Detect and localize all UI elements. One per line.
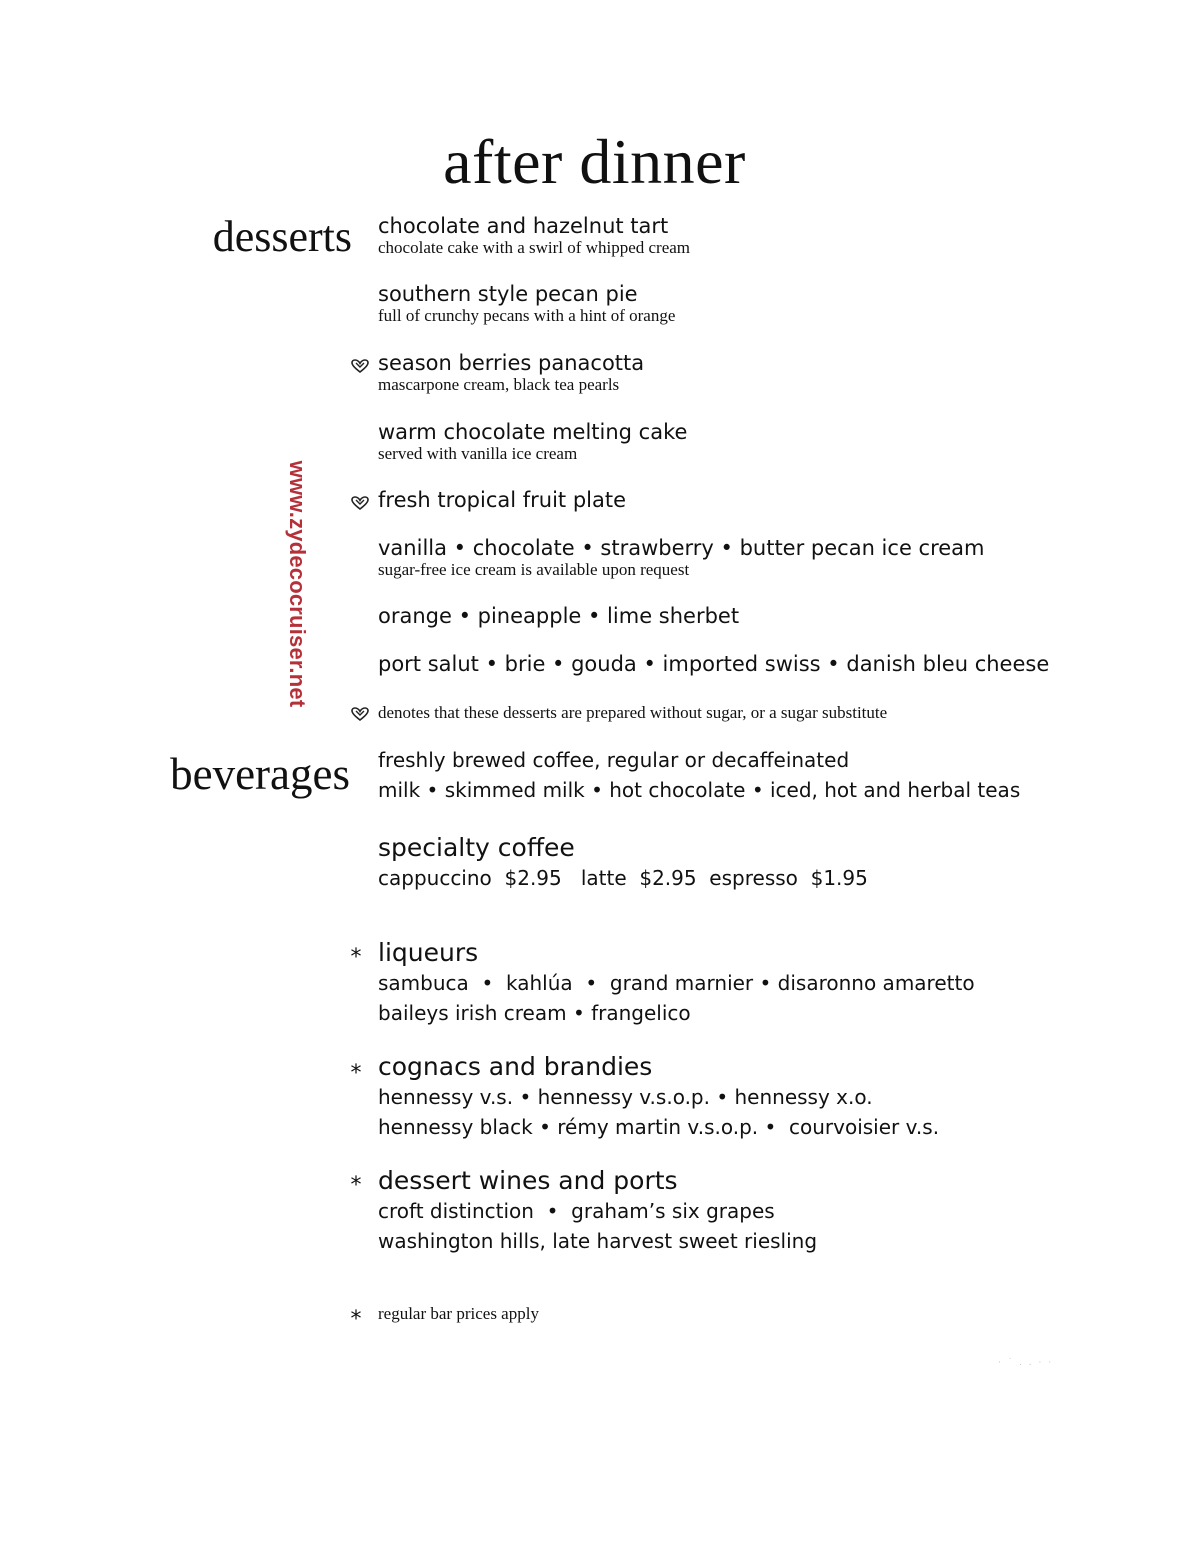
dessert-description: full of crunchy pecans with a hint of orange bbox=[378, 306, 676, 325]
group-heading: dessert wines and ports bbox=[378, 1166, 678, 1195]
asterisk-icon: * bbox=[350, 1173, 362, 1198]
dessert-description: sugar-free ice cream is available upon request bbox=[378, 560, 690, 579]
sugar-free-note: denotes that these desserts are prepared without sugar, or a sugar substitute bbox=[378, 703, 888, 722]
beverage-line: milk • skimmed milk • hot chocolate • iced, hot and herbal teas bbox=[378, 778, 1021, 802]
group-line: croft distinction • graham’s six grapes bbox=[378, 1199, 775, 1223]
dessert-name: warm chocolate melting cake bbox=[378, 420, 688, 444]
dessert-name: orange • pineapple • lime sherbet bbox=[378, 604, 740, 628]
dessert-name: southern style pecan pie bbox=[378, 282, 638, 306]
group-line: washington hills, late harvest sweet riesling bbox=[378, 1229, 818, 1253]
group-line: hennessy black • rémy martin v.s.o.p. • courvoisier v.s. bbox=[378, 1115, 940, 1139]
dessert-item bbox=[378, 488, 626, 512]
dessert-name: port salut • brie • gouda • imported swiss • danish bleu cheese bbox=[378, 652, 1050, 676]
dessert-name: vanilla • chocolate • strawberry • butter pecan ice cream bbox=[378, 536, 985, 560]
dessert-name: chocolate and hazelnut tart bbox=[378, 214, 669, 238]
beverage-line: freshly brewed coffee, regular or decaffeinated bbox=[378, 748, 850, 772]
section-heading-desserts: desserts bbox=[212, 212, 352, 261]
dessert-item bbox=[378, 351, 644, 395]
asterisk-icon: * bbox=[350, 945, 362, 970]
wines-group bbox=[378, 1166, 817, 1256]
dessert-description: served with vanilla ice cream bbox=[378, 444, 578, 463]
dessert-item bbox=[378, 604, 739, 628]
dessert-item bbox=[378, 214, 690, 258]
dessert-item bbox=[378, 652, 1049, 676]
dessert-item bbox=[378, 536, 985, 580]
group-heading: cognacs and brandies bbox=[378, 1052, 653, 1081]
sugar-free-heart-icon bbox=[349, 358, 371, 374]
dessert-description: chocolate cake with a swirl of whipped cream bbox=[378, 238, 691, 257]
group-line: sambuca • kahlúa • grand marnier • disaronno amaretto bbox=[378, 971, 975, 995]
section-heading-beverages: beverages bbox=[170, 749, 350, 799]
specialty-coffee-heading: specialty coffee bbox=[378, 833, 575, 862]
sugar-free-heart-icon bbox=[349, 706, 371, 722]
dessert-name: season berries panacotta bbox=[378, 351, 645, 375]
dessert-item bbox=[378, 420, 687, 464]
beverage-basics bbox=[378, 745, 1020, 805]
sugar-free-heart-icon bbox=[349, 495, 371, 511]
specialty-coffee bbox=[378, 833, 868, 893]
bar-prices-footnote: regular bar prices apply bbox=[378, 1304, 539, 1323]
group-heading: liqueurs bbox=[378, 938, 479, 967]
asterisk-icon: * bbox=[350, 1307, 362, 1332]
group-line: baileys irish cream • frangelico bbox=[378, 1001, 691, 1025]
cognacs-group bbox=[378, 1052, 939, 1142]
dessert-item bbox=[378, 282, 675, 326]
specialty-coffee-prices: cappuccino $2.95 latte $2.95 espresso $1.95 bbox=[378, 866, 868, 890]
page-title: after dinner bbox=[443, 126, 746, 197]
group-line: hennessy v.s. • hennessy v.s.o.p. • hennessy x.o. bbox=[378, 1085, 873, 1109]
watermark: www.zydecocruiser.net bbox=[285, 460, 310, 708]
asterisk-icon: * bbox=[350, 1061, 362, 1086]
dessert-name: fresh tropical fruit plate bbox=[378, 488, 627, 512]
scan-artifact: · ˙ . . · · bbox=[998, 1358, 1054, 1368]
liqueurs-group bbox=[378, 938, 975, 1028]
dessert-description: mascarpone cream, black tea pearls bbox=[378, 375, 620, 394]
